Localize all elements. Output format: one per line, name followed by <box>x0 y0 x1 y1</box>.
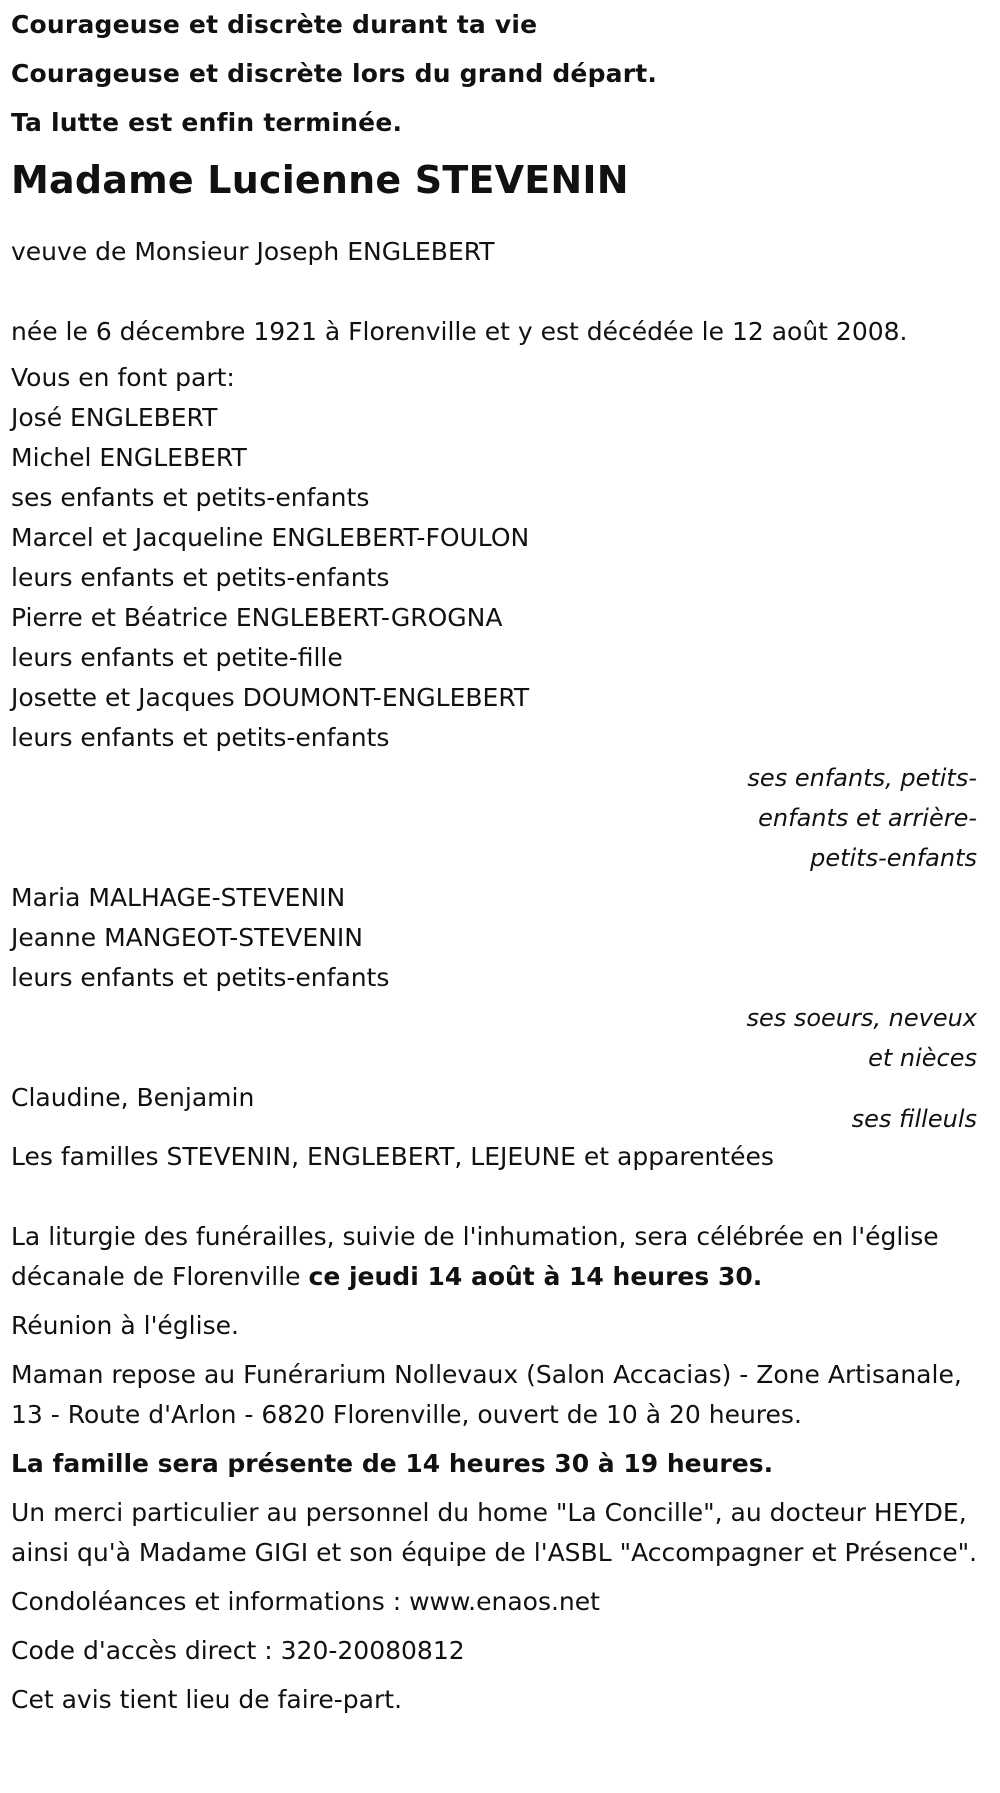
obituary-notice <box>11 0 989 1720</box>
family-present-info: La famille sera présente de 14 heures 30 à 19 heures. <box>11 1449 774 1478</box>
relation-godchildren: ses filleuls <box>851 1105 977 1133</box>
intro-verse <box>11 0 989 147</box>
thanks-paragraph: Un merci particulier au personnel du home "La Concille", au docteur HEYDE, ainsi qu'à Madame GIGI et son équipe de l'ASBL "Accompagner et Présence". <box>11 1498 978 1567</box>
family-line: Jeanne MANGEOT-STEVENIN <box>11 923 363 952</box>
family-line: Pierre et Béatrice ENGLEBERT-GROGNA <box>11 603 503 632</box>
family-line: leurs enfants et petits-enfants <box>11 563 390 592</box>
family-line: José ENGLEBERT <box>11 403 218 432</box>
liturgy-paragraph <box>11 1217 989 1297</box>
relation-sisters <box>721 998 989 1078</box>
liturgy-date: ce jeudi 14 août à 14 heures 30. <box>308 1262 763 1291</box>
relation-line: et nièces <box>868 1044 977 1072</box>
condolences-info: Condoléances et informations : www.enaos.net <box>11 1587 600 1616</box>
access-code: Code d'accès direct : 320-20080812 <box>11 1636 465 1665</box>
relation-line: enfants et arrière- <box>758 804 977 832</box>
relation-children <box>721 758 989 878</box>
relation-line: petits-enfants <box>810 844 977 872</box>
deceased-name: Madame Lucienne STEVENIN <box>11 158 629 202</box>
intro-line: Courageuse et discrète lors du grand départ. <box>11 59 658 88</box>
family-line: leurs enfants et petits-enfants <box>11 723 390 752</box>
rest-info: Maman repose au Funérarium Nollevaux (Salon Accacias) - Zone Artisanale, 13 - Route d'Arlon - 6820 Florenville, ouvert de 10 à 20 heures. <box>11 1360 962 1429</box>
widow-of: veuve de Monsieur Joseph ENGLEBERT <box>11 237 495 266</box>
relation-line: ses soeurs, neveux <box>746 1004 977 1032</box>
closing-note: Cet avis tient lieu de faire-part. <box>11 1685 403 1714</box>
liturgy-text: La liturgie des funérailles, suivie de l'inhumation, sera célébrée en l'église décanale de Florenville <box>11 1222 939 1291</box>
announce-label: Vous en font part: <box>11 363 235 392</box>
family-line: ses enfants et petits-enfants <box>11 483 370 512</box>
families-line: Les familles STEVENIN, ENGLEBERT, LEJEUNE et apparentées <box>11 1142 774 1171</box>
meeting-info: Réunion à l'église. <box>11 1311 239 1340</box>
family-line: leurs enfants et petits-enfants <box>11 963 390 992</box>
family-group-1 <box>11 398 989 758</box>
family-group-2 <box>11 878 989 998</box>
family-line: Josette et Jacques DOUMONT-ENGLEBERT <box>11 683 530 712</box>
intro-line: Courageuse et discrète durant ta vie <box>11 10 538 39</box>
family-line: Marcel et Jacqueline ENGLEBERT-FOULON <box>11 523 530 552</box>
family-line: Maria MALHAGE-STEVENIN <box>11 883 346 912</box>
relation-line: ses enfants, petits- <box>747 764 977 792</box>
family-line: leurs enfants et petite-fille <box>11 643 343 672</box>
birth-death-info: née le 6 décembre 1921 à Florenville et y est décédée le 12 août 2008. <box>11 317 908 346</box>
godchildren-names: Claudine, Benjamin <box>11 1083 255 1112</box>
family-line: Michel ENGLEBERT <box>11 443 247 472</box>
intro-line: Ta lutte est enfin terminée. <box>11 108 403 137</box>
